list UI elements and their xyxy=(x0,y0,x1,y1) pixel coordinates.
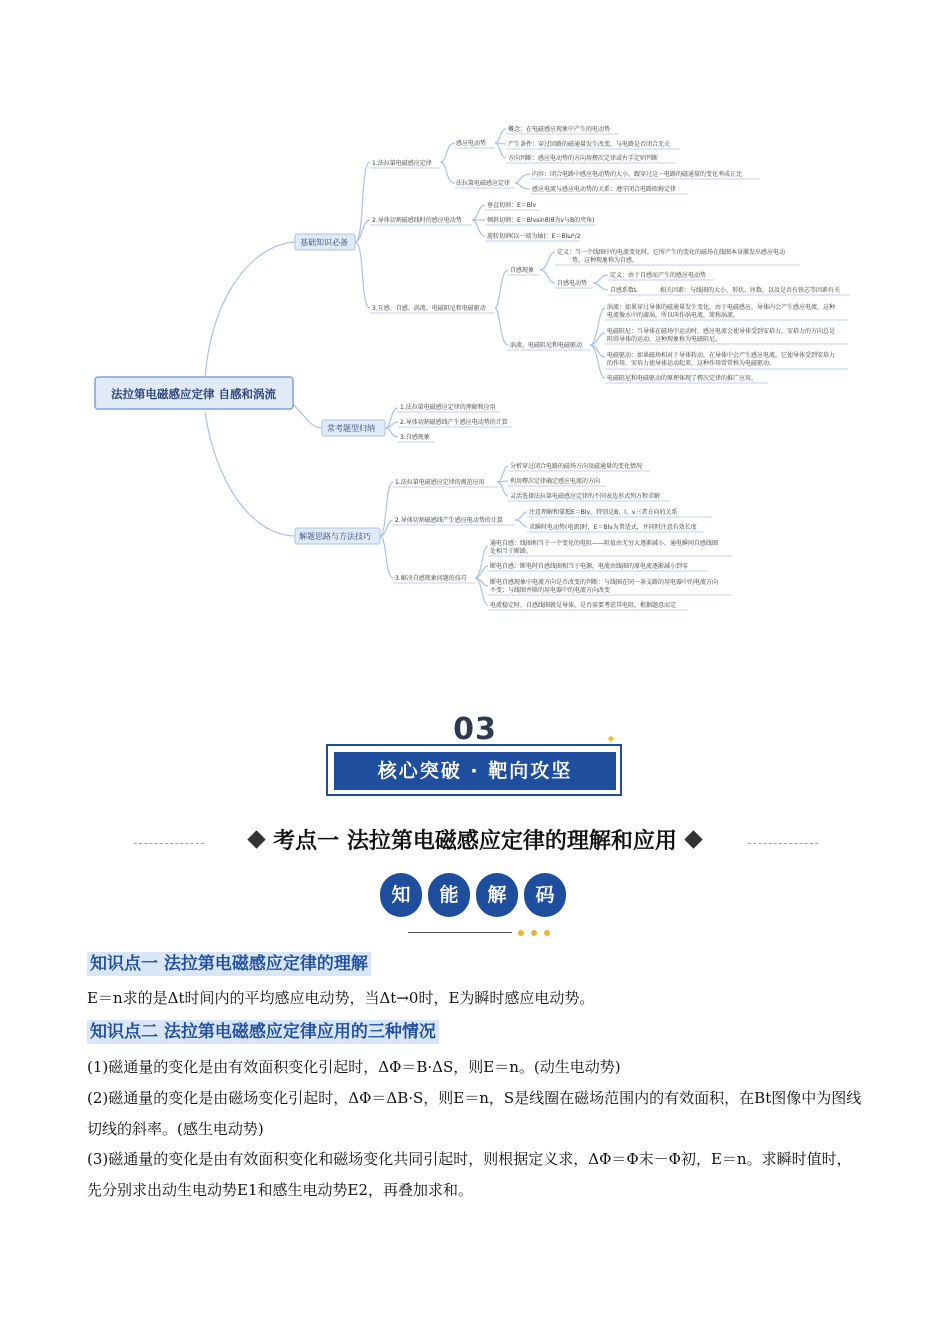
mm-node: 1.法拉第电磁感应定律的理解和应用 xyxy=(400,404,496,411)
mm-node: 倾斜切割：E＝Blvsinθ(θ为v与B的夹角) xyxy=(487,217,595,224)
paragraph-3: (2)磁通量的变化是由磁场变化引起时，ΔΦ＝ΔB·S，则E＝n，S是线圈在磁场范围内的有效面积，在Bt图像中为图线切线的斜率。(感生电动势) xyxy=(87,1089,862,1138)
mm-node: 分析穿过闭合电路的磁场方向及磁通量的变化情况 xyxy=(510,463,643,470)
mm-node: 概念：在电磁感应现象中产生的电动势 xyxy=(508,126,611,133)
mm-node: 电磁驱动：如果磁场相对于导体转动，在导体中会产生感应电流，它使导体受到安培力 xyxy=(607,352,836,359)
mm-node: 电磁阻尼和电磁驱动的原理体现了楞次定律的推广应用。 xyxy=(607,375,758,382)
dot-icon xyxy=(531,930,537,936)
pill-zhi: 知 xyxy=(380,873,422,917)
paragraph-1: E＝n求的是Δt时间内的平均感应电动势，当Δt→0时，E为瞬时感应电动势。 xyxy=(87,989,595,1007)
mm-node: 求瞬时电动势(电流)时，E＝Blv为普适式，并同时注意有效长度 xyxy=(529,524,697,531)
paragraph-2: (1)磁通量的变化是由有效面积变化引起时，ΔΦ＝B·ΔS，则E＝n。(动生电动势) xyxy=(87,1058,621,1076)
mm-node: 3.自感现象 xyxy=(400,434,430,441)
mm-node: 1.法拉第电磁感应定律的规范应用 xyxy=(395,479,485,486)
mm-node: 通电自感：线圈相当于一个变化的电阻——阻值由无穷大逐渐减小，通电瞬间自感线圈 xyxy=(490,540,719,547)
mm-node: 3.互感、自感、涡流、电磁阻尼和电磁驱动 xyxy=(372,305,486,312)
mm-node: 法拉第电磁感应定律 xyxy=(456,180,511,187)
branch-methods: 解题思路与方法技巧 xyxy=(299,532,371,541)
mm-node: 1.法拉第电磁感应定律 xyxy=(372,160,432,167)
diamond-icon xyxy=(247,830,265,848)
mm-node: 阻碍导体的运动，这种现象称为电磁阻尼。 xyxy=(607,336,722,343)
dot-icon xyxy=(518,930,524,936)
mind-map xyxy=(0,0,950,640)
paragraph-4: (3)磁通量的变化是由有效面积变化和磁场变化共同引起时，则根据定义求，ΔΦ＝Φ末－Φ初，E＝n。求瞬时值时，先分别求出动生电动势E1和感生电动势E2，再叠加求和。 xyxy=(87,1150,852,1199)
mindmap-root-label: 法拉第电磁感应定律 自感和涡流 xyxy=(111,387,277,401)
dot-icon xyxy=(544,930,550,936)
diamond-icon xyxy=(684,830,702,848)
mm-node: 的作用，安培力使导体运动起来，这种作用常常称为电磁驱动。 xyxy=(607,360,776,367)
mm-node: 电磁阻尼：当导体在磁场中运动时，感应电流会使导体受到安培力，安培力的方向总是 xyxy=(607,328,836,335)
mm-node: 势，这种现象称为自感。 xyxy=(572,257,639,264)
mm-node: 利用楞次定律确定感应电流的方向 xyxy=(510,478,601,485)
mm-node: 灵活选择法拉第电磁感应定律的不同表达形式列方程求解 xyxy=(510,493,661,500)
branch-common: 常考题型归纳 xyxy=(327,424,375,433)
mm-node: 电流像水中的漩涡，所以叫作涡电流，简称涡流。 xyxy=(607,312,740,319)
pill-jie: 解 xyxy=(476,873,518,917)
pill-neng: 能 xyxy=(428,873,470,917)
mm-node: 注意理解和掌握E＝Blv，特别是B、l、v三者方向的关系 xyxy=(529,509,678,516)
mm-node: 自感电动势 xyxy=(557,280,588,287)
key-point-heading xyxy=(0,824,950,855)
mm-node: 定义：由于自感而产生的感应电动势 xyxy=(610,272,707,279)
mm-node: 2.导体切割磁感线时的感应电动势 xyxy=(372,217,462,224)
mm-node: 产生条件：穿过回路的磁通量发生改变，与电路是否闭合无关 xyxy=(508,141,671,148)
sparkle-icon: ✦ xyxy=(606,732,617,746)
pill-underline xyxy=(408,932,512,933)
section-number: 03 xyxy=(453,712,497,747)
mm-node: 断电自感现象中电流方向是否改变的判断：与线圈在同一条支路的用电器中的电流方向 xyxy=(490,579,719,586)
mm-node: 电流稳定时，自感线圈就是导体，是否需要考虑其电阻，根据题意而定 xyxy=(490,602,677,609)
mm-node: 感应电动势 xyxy=(456,140,487,147)
key-point-title: 考点一 法拉第电磁感应定律的理解和应用 xyxy=(273,829,677,854)
mm-node: 感应电流与感应电动势的关系：遵守闭合电路欧姆定律 xyxy=(532,186,677,193)
knowledge-point-1-heading: 知识点一 法拉第电磁感应定律的理解 xyxy=(87,952,371,976)
mm-node: 内容：闭合电路中感应电动势的大小，跟穿过这一电路的磁通量的变化率成正比 xyxy=(532,171,743,178)
mm-node: 自感现象 xyxy=(510,267,535,274)
mm-node: 断电自感：断电时自感线圈相当于电源，电流由线圈的原电流逐渐减小到零 xyxy=(490,563,689,570)
mm-node: 2.导体切割磁感线产生感应电动势的计算 xyxy=(400,419,508,426)
mm-node: 方向判断：感应电动势的方向用楞次定律或右手定则判断 xyxy=(508,155,659,162)
knowledge-point-2-heading: 知识点二 法拉第电磁感应定律应用的三种情况 xyxy=(87,1020,439,1044)
mm-node: 垂直切割：E＝Blv xyxy=(487,202,537,209)
mm-node: 3.解决自感现象问题的技巧 xyxy=(395,575,467,582)
section-banner: 核心突破 · 靶向攻坚 xyxy=(334,752,616,790)
pill-ma: 码 xyxy=(524,873,566,917)
mm-node: 不变；与线圈并联的用电器中的电流方向改变 xyxy=(490,587,611,594)
mm-node: 自感系数L xyxy=(610,287,638,294)
mm-node: 旋转切割(以一端为轴)：E＝Blω²/2 xyxy=(487,233,581,240)
mm-node: 相关因素：与线圈的大小、形状、匝数，以及是否有铁芯等因素有关 xyxy=(660,287,841,294)
mm-node: 涡流、电磁阻尼和电磁驱动 xyxy=(510,342,583,349)
mm-node: 涡流：如果穿过导体的磁通量发生变化，由于电磁感应，导体内会产生感应电流，这种 xyxy=(607,304,836,311)
mm-node: 处相当于断路。 xyxy=(490,548,533,555)
mm-node: 定义：当一个线圈中的电流变化时，它所产生的变化的磁场在线圈本身激发出感应电动 xyxy=(557,249,786,256)
mm-node: 2.导体切割磁感线产生感应电动势的计算 xyxy=(395,517,503,524)
branch-basics: 基础知识必备 xyxy=(300,238,348,247)
